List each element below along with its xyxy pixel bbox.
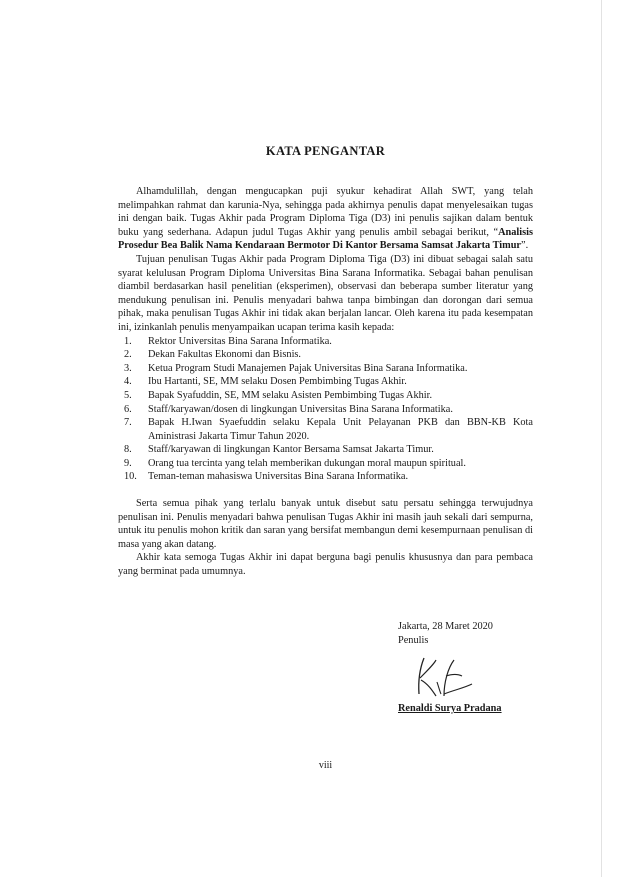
list-item: 6. Staff/karyawan/dosen di lingkungan Universitas Bina Sarana Informatika. <box>124 403 453 415</box>
paragraph-purpose: Tujuan penulisan Tugas Akhir pada Program Diploma Tiga (D3) ini dibuat sebagai salah satu syarat kelulusan Program Diploma Universitas Bina Sarana Informatika. Sebagai bahan penulisan diambil berdasarkan hasil penelitian (eksperimen), observasi dan beberapa sumber literatur yang mendukung penulisan ini. Penulis menyadari bahwa tanpa bimbingan dan dorongan dari semua pihak, maka penulisan Tugas Akhir ini tidak akan berjalan lancar. Oleh karena itu pada kesempatan ini, izinkanlah penulis menyampaikan ucapan terima kasih kepada: <box>118 253 533 333</box>
list-item: 10. Teman-teman mahasiswa Universitas Bina Sarana Informatika. <box>124 471 409 483</box>
list-item: 5. Bapak Syafuddin, SE, MM selaku Asisten Pembimbing Tugas Akhir. <box>124 389 433 401</box>
author-name: Renaldi Surya Pradana <box>398 703 502 714</box>
handwritten-signature-icon <box>410 654 480 700</box>
intro-text-end: ”. <box>521 240 529 252</box>
signature-block <box>398 620 538 716</box>
place-date: Jakarta, 28 Maret 2020 <box>398 621 493 632</box>
intro-text: Alhamdulillah, dengan mengucapkan puji syukur kehadirat Allah SWT, yang telah melimpahkan rahmat dan karunia-Nya, sehingga pada akhirnya penulis dapat menyelesaikan tugas ini dengan baik. Tugas Akhir pada Program Diploma Tiga (D3) ini penulis sajikan dalam bentuk buku yang sederhana. Adapun judul Tugas Akhir yang penulis ambil sebagai berikut, “ <box>118 186 533 238</box>
list-item: 4. Ibu Hartanti, SE, MM selaku Dosen Pembimbing Tugas Akhir. <box>124 376 407 388</box>
page-edge-line <box>601 0 602 877</box>
thanks-list <box>118 335 533 485</box>
list-item: 1. Rektor Universitas Bina Sarana Informatika. <box>124 335 332 347</box>
page-number: viii <box>318 760 333 771</box>
list-item: 9. Orang tua tercinta yang telah memberikan dukungan moral maupun spiritual. <box>124 457 466 469</box>
list-item: 2. Dekan Fakultas Ekonomi dan Bisnis. <box>124 349 302 361</box>
list-item: 7. Bapak H.Iwan Syaefuddin selaku Kepala Unit Pelayanan PKB dan BBN-KB Kota Aministrasi Jakarta Timur Tahun 2020. <box>124 417 533 442</box>
paragraph-closing: Serta semua pihak yang terlalu banyak untuk disebut satu persatu sehingga terwujudnya penulisan ini. Penulis menyadari bahwa penulisan Tugas Akhir ini masih jauh sekali dari sempurna, untuk itu penulis mohon kritik dan saran yang bersifat membangun demi kesempurnaan penulisan di masa yang akan datang. <box>118 498 533 550</box>
page-title: KATA PENGANTAR <box>265 144 386 158</box>
paragraph-intro <box>118 185 533 253</box>
paragraph-final: Akhir kata semoga Tugas Akhir ini dapat berguna bagi penulis khususnya dan para pembaca yang berminat pada umumnya. <box>118 552 533 578</box>
list-item: 3. Ketua Program Studi Manajemen Pajak Universitas Bina Sarana Informatika. <box>124 362 468 374</box>
list-item: 8. Staff/karyawan di lingkungan Kantor Bersama Samsat Jakarta Timur. <box>124 444 434 456</box>
author-role: Penulis <box>398 635 429 646</box>
document-body <box>118 185 533 579</box>
thesis-title: Analisis Prosedur Bea Balik Nama Kendaraan Bermotor Di Kantor Bersama Samsat Jakarta Timur <box>118 226 533 252</box>
